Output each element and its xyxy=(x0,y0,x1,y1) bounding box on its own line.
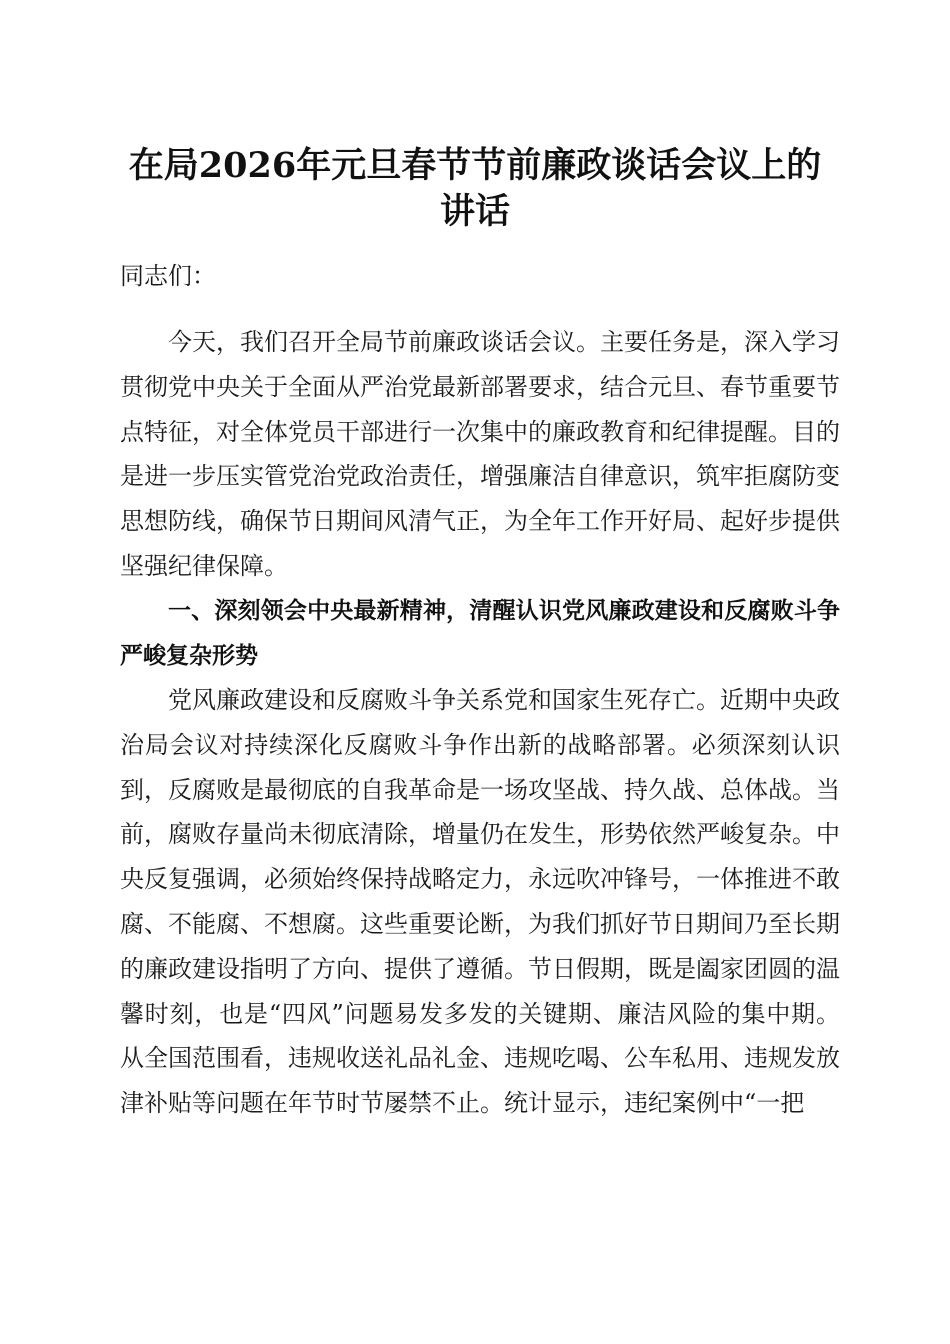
document-title-line1: 在局2026年元旦春节节前廉政谈话会议上的 xyxy=(128,145,822,186)
section-heading-1: 一、深刻领会中央最新精神，清醒认识党风廉政建设和反腐败斗争严峻复杂形势 xyxy=(120,598,840,669)
paragraph-intro: 今天，我们召开全局节前廉政谈话会议。主要任务是，深入学习贯彻党中央关于全面从严治党最新部署要求，结合元旦、春节重要节点特征，对全体党员干部进行一次集中的廉政教育和纪律提醒。目的是进一步压实管党治党政治责任，增强廉洁自律意识，筑牢拒腐防变思想防线，确保节日期间风清气正，为全年工作开好局、起好步提供坚强纪律保障。 xyxy=(120,328,840,580)
document-title-line2: 讲话 xyxy=(439,191,510,232)
salutation: 同志们： xyxy=(120,262,216,290)
paragraph-situation: 党风廉政建设和反腐败斗争关系党和国家生死存亡。近期中央政治局会议对持续深化反腐败斗争作出新的战略部署。必须深刻认识到，反腐败是最彻底的自我革命是一场攻坚战、持久战、总体战。当前，腐败存量尚未彻底清除，增量仍在发生，形势依然严峻复杂。中央反复强调，必须始终保持战略定力，永远吹冲锋号，一体推进不敢腐、不能腐、不想腐。这些重要论断，为我们抓好节日期间乃至长期的廉政建设指明了方向、提供了遵循。节日假期，既是阖家团圆的温馨时刻，也是“四风”问题易发多发的关键期、廉洁风险的集中期。从全国范围看，违规收送礼品礼金、违规吃喝、公车私用、违规发放津补贴等问题在年节时节屡禁不止。统计显示，违纪案例中“一把 xyxy=(120,686,840,1118)
